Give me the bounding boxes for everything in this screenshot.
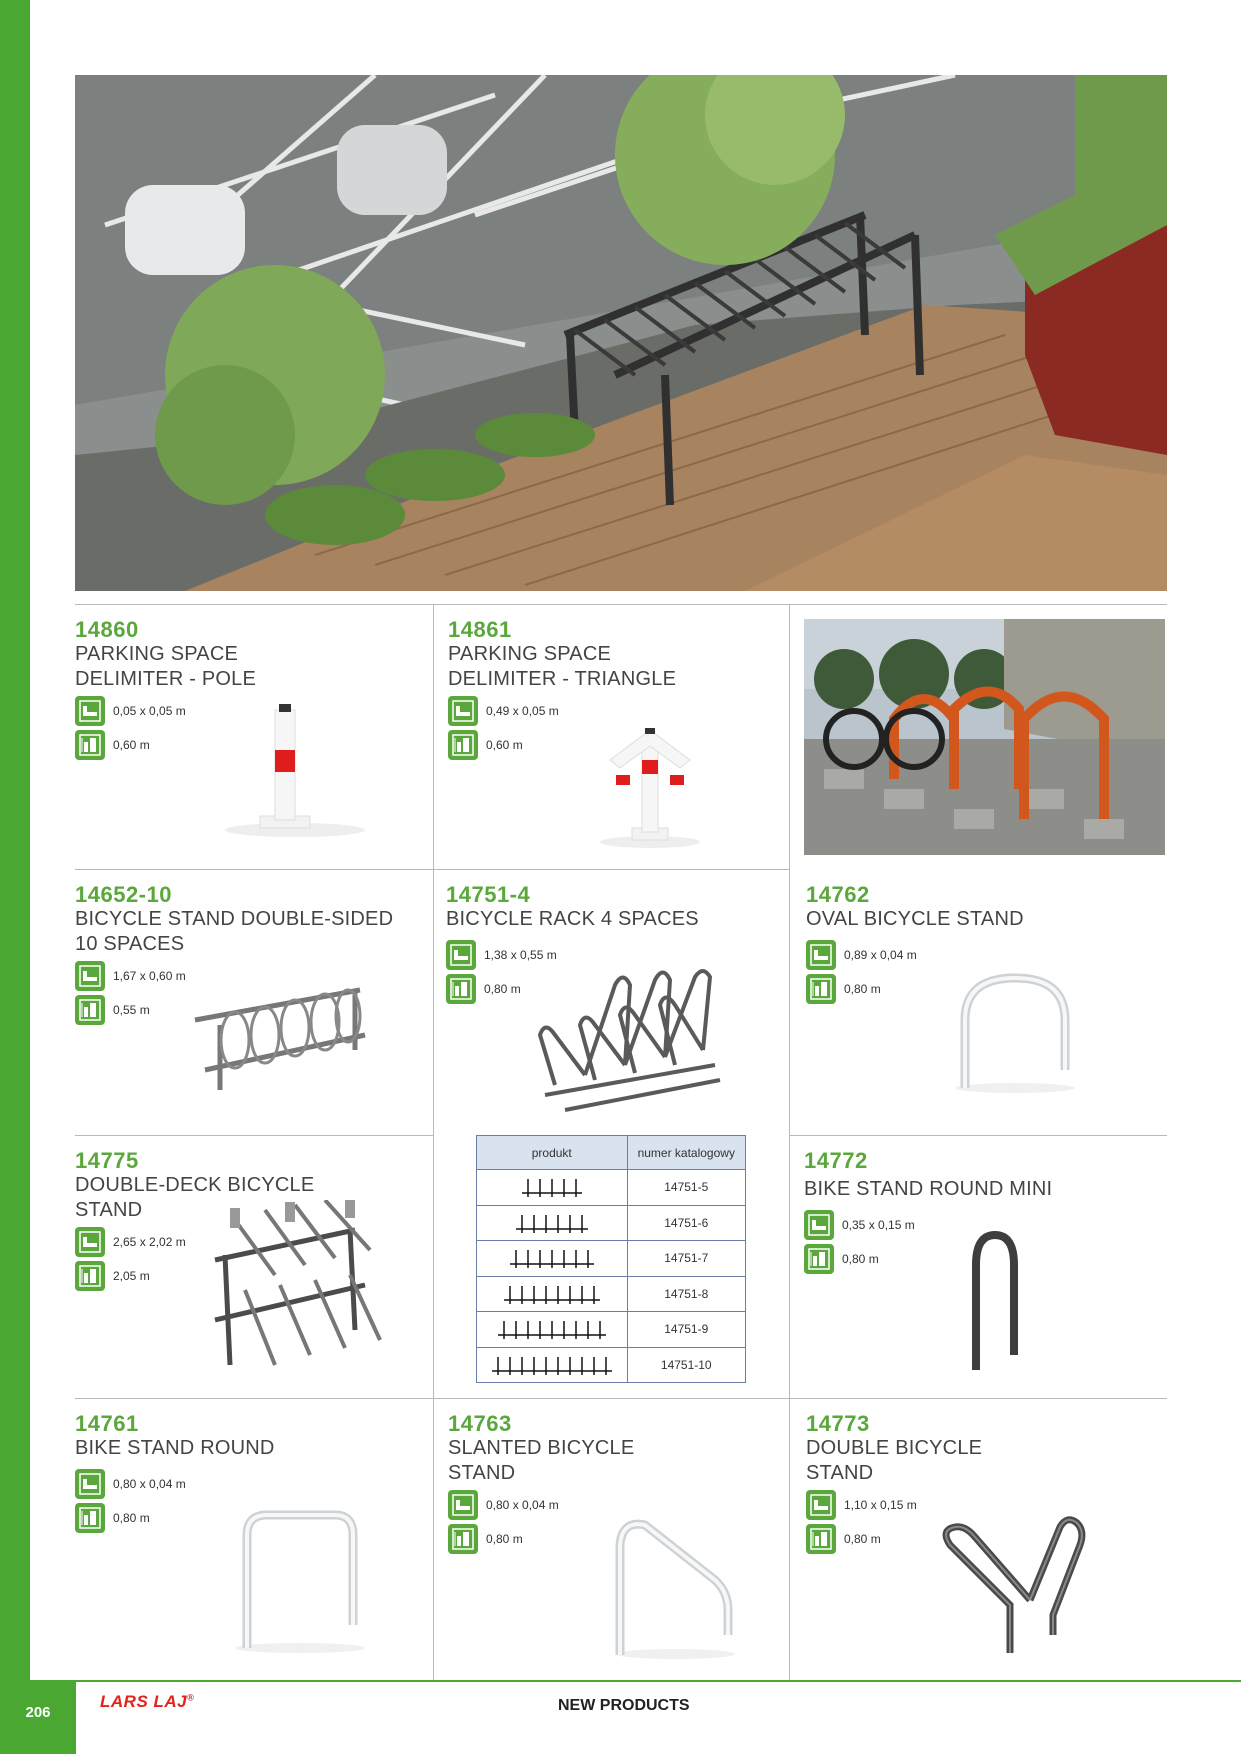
footprint-icon — [806, 940, 836, 970]
table-row — [477, 1276, 746, 1312]
variants-table — [476, 1135, 746, 1383]
footprint-icon — [75, 1469, 105, 1499]
product-title: DOUBLE-DECK BICYCLE — [75, 1174, 315, 1196]
product-image — [935, 1515, 1095, 1655]
dimensions-value: 0,49 x 0,05 m — [486, 704, 559, 718]
height-value: 0,55 m — [113, 1003, 150, 1017]
height-icon — [75, 1503, 105, 1533]
rack-symbol-cell — [477, 1170, 628, 1206]
grid-line — [75, 604, 1167, 605]
footprint-icon — [75, 696, 105, 726]
product-title: BIKE STAND ROUND MINI — [804, 1178, 1053, 1200]
product-title: SLANTED BICYCLE — [448, 1437, 635, 1459]
grid-line — [75, 1398, 1167, 1399]
product-code: 14751-4 — [446, 882, 531, 907]
side-accent-bar — [0, 0, 30, 1680]
rack-symbol-icon — [490, 1354, 614, 1376]
catalog-number: 14751-5 — [627, 1170, 745, 1206]
dimensions-value: 1,10 x 0,15 m — [844, 1498, 917, 1512]
product-title: DOUBLE BICYCLE — [806, 1437, 983, 1459]
footer-rule — [76, 1680, 1241, 1682]
footprint-icon — [448, 696, 478, 726]
dimensions-value: 0,80 x 0,04 m — [113, 1477, 186, 1491]
height-value: 0,60 m — [486, 738, 523, 752]
footprint-icon — [448, 1490, 478, 1520]
product-code: 14773 — [806, 1411, 870, 1436]
brand-name: LARS LAJ — [100, 1692, 188, 1711]
height-value: 0,80 m — [842, 1252, 879, 1266]
product-image — [180, 980, 390, 1100]
height-icon — [448, 730, 478, 760]
footprint-icon — [446, 940, 476, 970]
height-icon — [448, 1524, 478, 1554]
product-code: 14860 — [75, 617, 139, 642]
dimensions-value: 1,67 x 0,60 m — [113, 969, 186, 983]
section-title: NEW PRODUCTS — [558, 1697, 690, 1714]
dimensions-value: 2,65 x 2,02 m — [113, 1235, 186, 1249]
catalog-number: 14751-6 — [627, 1205, 745, 1241]
spec-dimensions — [806, 940, 1156, 970]
height-icon — [806, 974, 836, 1004]
product-image — [960, 1225, 1030, 1370]
dimensions-value: 0,80 x 0,04 m — [486, 1498, 559, 1512]
product-title: DELIMITER - POLE — [75, 668, 257, 690]
grid-line — [75, 1135, 434, 1136]
rack-symbol-icon — [508, 1247, 596, 1269]
table-header: produkt — [477, 1136, 628, 1170]
table-row — [477, 1241, 746, 1277]
grid-line — [789, 1135, 1167, 1136]
product-image — [590, 720, 710, 850]
product-code: 14761 — [75, 1411, 139, 1436]
product-title: OVAL BICYCLE STAND — [806, 908, 1024, 930]
height-value: 2,05 m — [113, 1269, 150, 1283]
product-image — [600, 1510, 750, 1660]
product-image — [215, 690, 375, 840]
height-icon — [804, 1244, 834, 1274]
product-image — [225, 1500, 375, 1655]
rack-symbol-icon — [502, 1283, 602, 1305]
product-title: BIKE STAND ROUND — [75, 1437, 275, 1459]
rack-symbol-cell — [477, 1347, 628, 1383]
height-value: 0,80 m — [486, 1532, 523, 1546]
product-code: 14772 — [804, 1148, 868, 1173]
product-code: 14763 — [448, 1411, 512, 1436]
product-title: BICYCLE STAND DOUBLE-SIDED — [75, 908, 394, 930]
footprint-icon — [804, 1210, 834, 1240]
product-image — [205, 1200, 405, 1380]
height-icon — [806, 1524, 836, 1554]
rack-symbol-icon — [496, 1318, 608, 1340]
footprint-icon — [806, 1490, 836, 1520]
height-value: 0,80 m — [113, 1511, 150, 1525]
height-icon — [75, 730, 105, 760]
height-value: 0,80 m — [484, 982, 521, 996]
photo-oval-stands — [804, 619, 1165, 855]
rack-symbol-cell — [477, 1205, 628, 1241]
height-value: 0,80 m — [844, 1532, 881, 1546]
spec-dimensions — [75, 1469, 425, 1499]
dimensions-value: 1,38 x 0,55 m — [484, 948, 557, 962]
brand-mark: ® — [187, 1692, 195, 1703]
rack-symbol-cell — [477, 1241, 628, 1277]
product-title: PARKING SPACE — [75, 643, 239, 665]
dimensions-value: 0,89 x 0,04 m — [844, 948, 917, 962]
footprint-icon — [75, 1227, 105, 1257]
hero-image — [75, 75, 1167, 591]
product-code: 14762 — [806, 882, 870, 907]
dimensions-value: 0,05 x 0,05 m — [113, 704, 186, 718]
table-row — [477, 1205, 746, 1241]
product-title: 10 SPACES — [75, 933, 185, 955]
table-row — [477, 1347, 746, 1383]
footprint-icon — [75, 961, 105, 991]
product-code: 14861 — [448, 617, 512, 642]
catalog-number: 14751-9 — [627, 1312, 745, 1348]
catalog-number: 14751-10 — [627, 1347, 745, 1383]
product-image — [525, 965, 725, 1115]
table-row — [477, 1312, 746, 1348]
brand-logo — [100, 1692, 194, 1712]
product-title: STAND — [806, 1462, 874, 1484]
product-code: 14775 — [75, 1148, 139, 1173]
product-title: DELIMITER - TRIANGLE — [448, 668, 677, 690]
product-image — [940, 970, 1090, 1095]
rack-symbol-cell — [477, 1312, 628, 1348]
product-title: BICYCLE RACK 4 SPACES — [446, 908, 699, 930]
product-code: 14652-10 — [75, 882, 172, 907]
dimensions-value: 0,35 x 0,15 m — [842, 1218, 915, 1232]
height-value: 0,60 m — [113, 738, 150, 752]
product-title: STAND — [75, 1199, 143, 1221]
rack-symbol-icon — [514, 1212, 590, 1234]
rack-symbol-cell — [477, 1276, 628, 1312]
page-number: 206 — [0, 1680, 76, 1754]
height-value: 0,80 m — [844, 982, 881, 996]
product-title: PARKING SPACE — [448, 643, 612, 665]
table-header: numer katalogowy — [627, 1136, 745, 1170]
product-title: STAND — [448, 1462, 516, 1484]
height-icon — [75, 995, 105, 1025]
grid-line — [433, 604, 434, 1680]
table-row — [477, 1170, 746, 1206]
height-icon — [446, 974, 476, 1004]
rack-symbol-icon — [520, 1176, 584, 1198]
grid-line — [789, 604, 790, 1680]
catalog-number: 14751-8 — [627, 1276, 745, 1312]
catalog-number: 14751-7 — [627, 1241, 745, 1277]
table-header-row — [477, 1136, 746, 1170]
height-icon — [75, 1261, 105, 1291]
